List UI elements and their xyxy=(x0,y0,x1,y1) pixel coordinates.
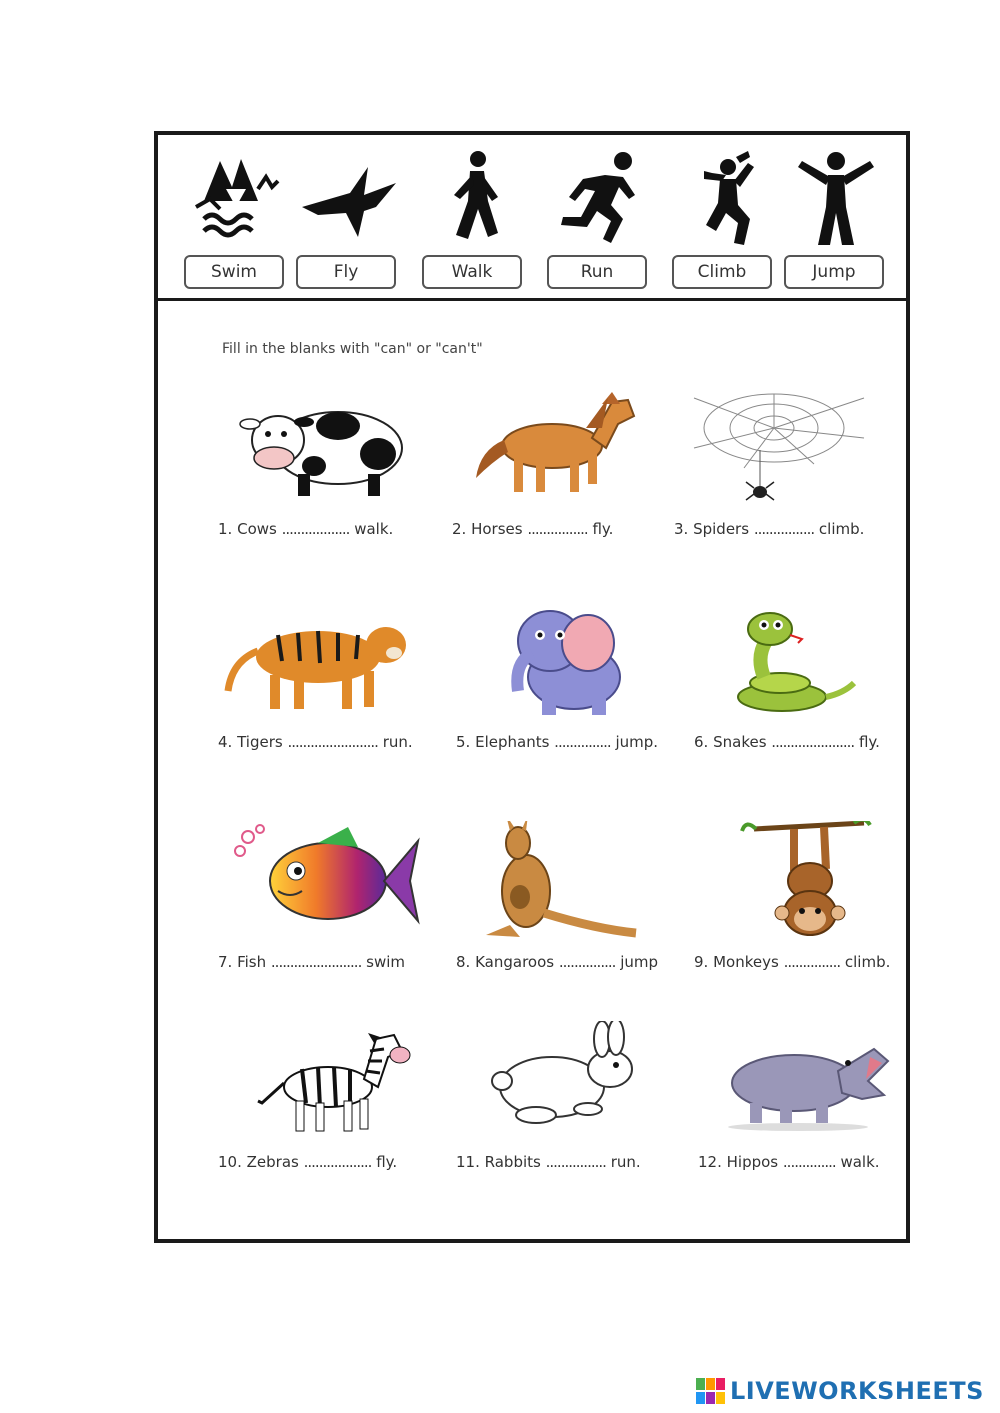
exercise-subject: Tigers xyxy=(237,733,283,751)
exercise-number: 5. xyxy=(456,733,471,751)
sentence-3 xyxy=(674,520,924,538)
sentence-1 xyxy=(218,520,468,538)
elephant-picture xyxy=(456,601,686,721)
answer-blank[interactable]: .............. xyxy=(782,1153,836,1171)
monkey-picture xyxy=(694,821,924,941)
verb-climb xyxy=(672,145,776,295)
exercise-subject: Monkeys xyxy=(713,953,779,971)
liveworksheets-brand[interactable] xyxy=(696,1377,984,1405)
sentence-9 xyxy=(694,953,944,971)
answer-blank[interactable]: ............... xyxy=(783,953,841,971)
answer-blank[interactable]: ............... xyxy=(554,733,611,751)
answer-blank[interactable]: ................ xyxy=(753,520,815,538)
exercise-number: 11. xyxy=(456,1153,480,1171)
verb-label-fly: Fly xyxy=(296,255,396,289)
answer-blank[interactable]: ........................ xyxy=(287,733,378,751)
verb-jump xyxy=(784,145,888,295)
exercise-number: 3. xyxy=(674,520,689,538)
exercise-number: 9. xyxy=(694,953,709,971)
sentence-2 xyxy=(452,520,702,538)
exercise-subject: Cows xyxy=(237,520,277,538)
answer-blank[interactable]: .................. xyxy=(303,1153,372,1171)
exercise-verb: fly. xyxy=(858,733,880,751)
answer-blank[interactable]: ............... xyxy=(558,953,616,971)
exercise-subject: Zebras xyxy=(246,1153,299,1171)
exercise-subject: Horses xyxy=(471,520,523,538)
walk-icon xyxy=(424,149,524,249)
answer-blank[interactable]: ................ xyxy=(527,520,588,538)
swim-icon xyxy=(186,149,286,249)
exercise-number: 1. xyxy=(218,520,233,538)
fish-picture xyxy=(218,821,448,941)
worksheet xyxy=(154,131,910,1243)
exercise-subject: Elephants xyxy=(475,733,550,751)
kangaroo-picture xyxy=(456,821,686,941)
exercise-subject: Rabbits xyxy=(484,1153,541,1171)
exercise-verb: climb. xyxy=(844,953,891,971)
verb-fly xyxy=(296,145,400,295)
exercise-subject: Hippos xyxy=(726,1153,779,1171)
verb-label-jump: Jump xyxy=(784,255,884,289)
exercise-verb: walk. xyxy=(354,520,394,538)
exercise-number: 8. xyxy=(456,953,471,971)
verb-swim xyxy=(184,145,288,295)
rabbit-picture xyxy=(456,1021,686,1141)
hippo-picture xyxy=(698,1021,928,1141)
answer-blank[interactable]: ................ xyxy=(545,1153,606,1171)
answer-blank[interactable]: ...................... xyxy=(771,733,855,751)
run-icon xyxy=(549,149,649,249)
exercise-subject: Fish xyxy=(237,953,267,971)
section-divider xyxy=(158,298,906,301)
spider-picture xyxy=(674,388,904,508)
exercise-verb: walk. xyxy=(840,1153,880,1171)
sentence-8 xyxy=(456,953,709,971)
sentence-11 xyxy=(456,1153,706,1171)
verb-run xyxy=(547,145,651,295)
exercise-number: 10. xyxy=(218,1153,242,1171)
bird-icon xyxy=(298,149,398,249)
exercise-number: 4. xyxy=(218,733,233,751)
horse-picture xyxy=(452,388,682,508)
zebra-picture xyxy=(218,1021,448,1141)
tiger-picture xyxy=(218,601,448,721)
exercise-verb: fly. xyxy=(592,520,614,538)
exercise-verb: swim xyxy=(366,953,405,971)
exercise-subject: Snakes xyxy=(713,733,767,751)
sentence-5 xyxy=(456,733,709,751)
sentence-7 xyxy=(218,953,471,971)
exercise-verb: jump. xyxy=(615,733,659,751)
exercise-verb: fly. xyxy=(376,1153,398,1171)
climb-icon xyxy=(674,149,774,249)
jump-icon xyxy=(786,149,886,249)
sentence-6 xyxy=(694,733,944,751)
cow-picture xyxy=(218,388,448,508)
exercise-verb: run. xyxy=(382,733,413,751)
exercise-verb: climb. xyxy=(818,520,865,538)
exercise-verb: run. xyxy=(610,1153,641,1171)
verb-label-swim: Swim xyxy=(184,255,284,289)
exercise-number: 6. xyxy=(694,733,709,751)
instructions: Fill in the blanks with "can" or "can't" xyxy=(222,341,483,357)
verb-label-climb: Climb xyxy=(672,255,772,289)
exercise-verb: jump xyxy=(620,953,658,971)
exercise-subject: Spiders xyxy=(693,520,750,538)
sentence-4 xyxy=(218,733,471,751)
answer-blank[interactable]: ........................ xyxy=(270,953,362,971)
verb-walk xyxy=(422,145,526,295)
sentence-12 xyxy=(698,1153,948,1171)
exercise-subject: Kangaroos xyxy=(475,953,555,971)
answer-blank[interactable]: .................. xyxy=(281,520,350,538)
sentence-10 xyxy=(218,1153,468,1171)
snake-picture xyxy=(694,601,924,721)
verb-label-run: Run xyxy=(547,255,647,289)
brand-name: LIVEWORKSHEETS xyxy=(730,1377,984,1405)
exercise-number: 2. xyxy=(452,520,467,538)
exercise-number: 12. xyxy=(698,1153,722,1171)
liveworksheets-logo-icon xyxy=(696,1378,726,1404)
verb-label-walk: Walk xyxy=(422,255,522,289)
exercise-number: 7. xyxy=(218,953,233,971)
